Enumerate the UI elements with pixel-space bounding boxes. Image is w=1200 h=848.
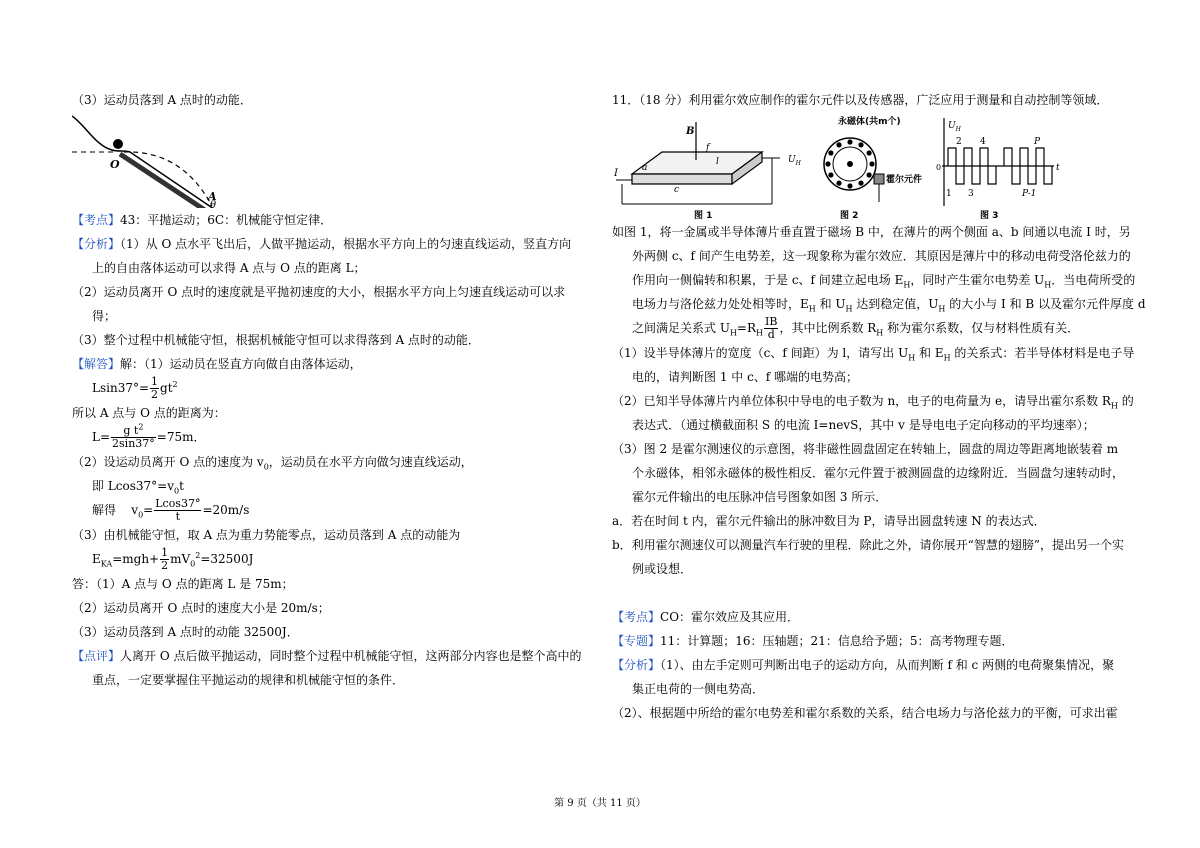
dianping-tag: 【点评】 — [72, 649, 121, 663]
magnet-icon — [858, 181, 863, 186]
fig3-label-p1: P-1 — [1022, 189, 1037, 199]
fig2-top-label: 永磁体(共m个) — [838, 117, 901, 127]
magnet-icon — [858, 142, 863, 147]
fig1-label-a: a — [642, 163, 648, 173]
equation-1: Lsin37°= $\frac{1}{2}$ $gt^2$ — [92, 375, 178, 401]
fig3-caption: 图 3 — [980, 211, 999, 220]
dianping-line-1: 【点评】人离开 O 点后做平抛运动，同时整个过程中机械能守恒，这两部分内容也是整个高中的 — [72, 649, 582, 663]
fenxi-line-1: 【分析】（1）从 O 点水平飞出后，人做平抛运动，根据水平方向上的匀速直线运动，竖直方向 — [72, 237, 572, 251]
fenxi-line-2: （2）、根据题中所给的霍尔电势差和霍尔系数的关系，结合电场力与洛伦兹力的平衡，可求出霍 — [612, 706, 1118, 720]
fenxi-tag: 【分析】 — [612, 658, 661, 672]
fenxi-line-2b: 得； — [92, 309, 117, 323]
fenxi-line-1b: 上的自由落体运动可以求得 A 点与 O 点的距离 L； — [92, 261, 366, 275]
theta-label: θ — [210, 200, 217, 208]
jieda-line: 【解答】解：（1）运动员在竖直方向做自由落体运动， — [72, 357, 362, 371]
right-column — [612, 88, 1146, 725]
kaodian-tag: 【考点】 — [72, 213, 121, 227]
question-11-line: 11．（18 分）利用霍尔效应制作的霍尔元件以及传感器，广泛应用于测量和自动控制等领域． — [612, 93, 1109, 107]
part-3-line: （3）由机械能守恒，取 A 点为重力势能零点，运动员落到 A 点的动能为 — [72, 528, 461, 542]
kaodian-line: 【考点】43：平抛运动；6C：机械能守恒定律． — [72, 213, 333, 227]
sub-question-3: （3）图 2 是霍尔测速仪的示意图，将非磁性圆盘固定在转轴上，圆盘的周边等距离地嵌装着 m — [612, 442, 1119, 456]
fenxi-line-3: （3）整个过程中机械能守恒，根据机械能守恒可以求得落到 A 点时的动能． — [72, 333, 480, 347]
magnet-icon — [867, 150, 872, 155]
para-1-line-1: 如图 1，将一金属或半导体薄片垂直置于磁场 B 中，在薄片的两个侧面 a、b 间通以电流 I 时，另 — [612, 225, 1131, 239]
fenxi-tag: 【分析】 — [72, 237, 121, 251]
fenxi-line-2: （2）运动员离开 O 点时的速度就是平抛初速度的大小，根据水平方向上匀速直线运动可以求 — [72, 285, 566, 299]
question-3-line: （3）运动员落到 A 点时的动能． — [72, 93, 252, 107]
sub-question-b: b．利用霍尔测速仪可以测量汽车行驶的里程．除此之外，请你展开“智慧的翅膀”，提出另一个实 — [612, 538, 1124, 552]
magnet-icon — [825, 161, 830, 166]
fig1-label-l: l — [716, 157, 719, 167]
fig2-caption: 图 2 — [840, 211, 859, 220]
fig2-side-label: 霍尔元件 — [886, 175, 923, 185]
para-1-line-3: 作用向一侧偏转和积累，于是 c、f 间建立起电场 $E_H$，同时产生霍尔电势差 $U_H$．当电荷所受的 — [632, 273, 1136, 290]
sub-question-bb: 例或设想． — [632, 562, 693, 576]
skier-icon — [113, 139, 123, 149]
magnet-icon — [836, 181, 841, 186]
fig3-label-t: t — [1056, 163, 1060, 173]
magnet-icon — [828, 172, 833, 177]
magnet-icon — [828, 150, 833, 155]
suoyi-line: 所以 A 点与 O 点的距离为： — [72, 406, 226, 420]
jieda-tag: 【解答】 — [72, 357, 121, 371]
equation-3: 解得 $v_0=$ $\frac{Lcos37^\circ}{t}$ =20m/s — [92, 497, 250, 523]
fig1-label-f: f — [706, 143, 710, 153]
fig1-label-i: I — [614, 168, 618, 179]
left-column — [72, 88, 592, 692]
fenxi-line-1b: 集正电荷的一侧电势高． — [632, 682, 765, 696]
fig3-label-uh: $U_H$ — [948, 121, 961, 133]
fig1-caption: 图 1 — [694, 211, 713, 220]
zhuanti-line: 【专题】11：计算题；16：压轴题；21：信息给予题；5：高考物理专题． — [612, 634, 1014, 648]
fig1-label-b: B — [686, 126, 695, 137]
sub-question-3c: 霍尔元件输出的电压脉冲信号图象如图 3 所示． — [632, 490, 888, 504]
para-1-line-5: 之间满足关系式 $U_H=R_H$ $\frac{IB}{d}$ ，其中比例系数 $R_H$ 称为霍尔系数，仅与材料性质有关． — [632, 315, 1080, 341]
fig3-label-3: 3 — [968, 189, 974, 199]
sub-question-2b: 表达式．（通过横截面积 S 的电流 I=nevS，其中 v 是导电电子定向移动的平均速率）； — [632, 418, 1095, 432]
fig3-label-1: 1 — [946, 189, 952, 199]
equation-4: $E_{KA}=mgh+$ $\frac{1}{2}$ $mV_0^2=32500J$ — [92, 546, 254, 572]
magnet-icon — [836, 142, 841, 147]
answer-line-3: （3）运动员落到 A 点时的动能 32500J． — [72, 625, 299, 639]
fig1-label-uh: $U_H$ — [788, 155, 801, 167]
magnet-icon — [869, 161, 874, 166]
magnet-icon — [867, 172, 872, 177]
magnet-icon — [847, 183, 852, 188]
ji-line: 即 $Lcos37^\circ=v_0t$ — [92, 479, 184, 496]
kaodian-line: 【考点】CO：霍尔效应及其应用． — [612, 610, 800, 624]
figure-2 — [824, 115, 922, 220]
zhuanti-tag: 【专题】 — [612, 634, 661, 648]
hall-figures — [612, 112, 1132, 220]
sub-question-a: a．若在时间 t 内，霍尔元件输出的脉冲数目为 P，请导出圆盘转速 N 的表达式． — [612, 514, 1046, 528]
figure-3 — [936, 118, 1060, 220]
page-footer: 第 9 页（共 11 页） — [554, 798, 646, 809]
point-o-label: O — [110, 158, 120, 171]
magnet-icon — [847, 139, 852, 144]
point-a-label: A — [208, 190, 217, 203]
sub-question-1: （1）设半导体薄片的宽度（c、f 间距）为 l，请写出 $U_H$ 和 $E_H$ 的关系式：若半导体材料是电子导 — [612, 346, 1135, 363]
para-1-line-4: 电场力与洛伦兹力处处相等时，$E_H$ 和 $U_H$ 达到稳定值，$U_H$ 的大小与 I 和 B 以及霍尔元件厚度 d — [632, 297, 1146, 314]
para-1-line-2: 外两侧 c、f 间产生电势差，这一现象称为霍尔效应．其原因是薄片中的移动电荷受洛伦兹力的 — [632, 249, 1131, 263]
fig3-label-2: 2 — [956, 137, 962, 147]
sub-question-3b: 个永磁体，相邻永磁体的极性相反．霍尔元件置于被测圆盘的边缘附近．当圆盘匀速转动时， — [632, 466, 1125, 480]
answer-line-2: （2）运动员离开 O 点时的速度大小是 20m/s； — [72, 601, 330, 615]
sub-question-2: （2）已知半导体薄片内单位体积中导电的电子数为 n，电子的电荷量为 e，请导出霍尔系数 $R_H$ 的 — [612, 394, 1134, 411]
equation-2: L= $\frac{g t^2}{2\sin 37^\circ}$ =75m． — [92, 422, 206, 450]
fig3-label-zero: 0 — [936, 163, 942, 172]
fenxi-line-1: 【分析】（1）、由左手定则可判断出电子的运动方向，从而判断 f 和 c 两侧的电荷聚集情况，聚 — [612, 658, 1115, 672]
fig3-label-4: 4 — [980, 137, 986, 147]
kaodian-tag: 【考点】 — [612, 610, 661, 624]
answer-line-1: 答：（1）A 点与 O 点的距离 L 是 75m； — [72, 577, 294, 591]
figure-1 — [613, 122, 802, 220]
fig3-label-p: P — [1034, 137, 1041, 147]
fig1-label-c: c — [674, 185, 680, 195]
blank-line — [612, 581, 1132, 605]
sub-question-1b: 电的，请判断图 1 中 c、f 哪端的电势高； — [632, 370, 859, 384]
slope-figure — [72, 112, 252, 208]
dianping-line-2: 重点，一定要掌握住平抛运动的规律和机械能守恒的条件． — [92, 673, 405, 687]
part-2-line: （2）设运动员离开 O 点的速度为 $v_0$，运动员在水平方向做匀速直线运动， — [72, 455, 473, 472]
